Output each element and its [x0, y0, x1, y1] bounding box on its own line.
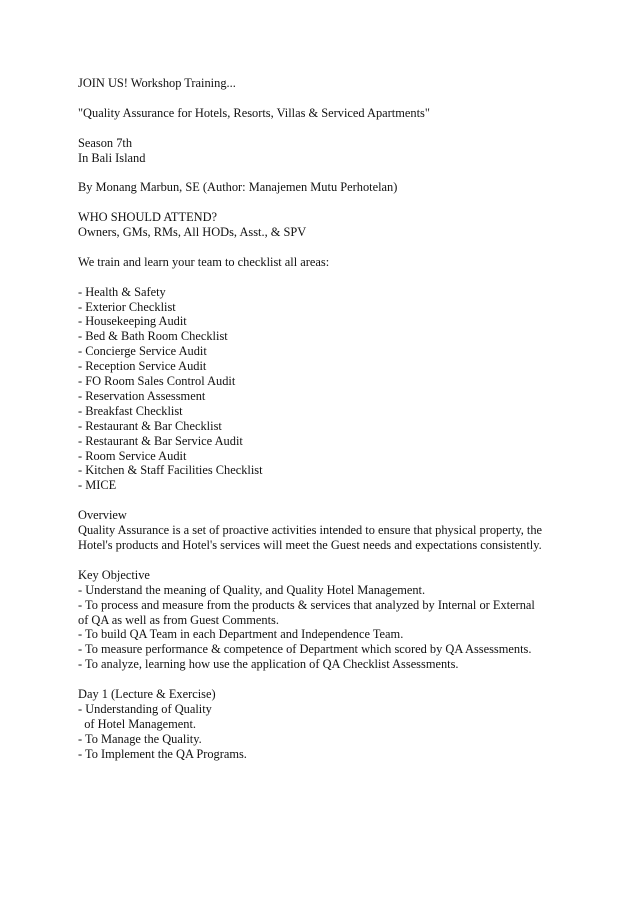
header-line-1-block: [78, 76, 598, 91]
document-page: [78, 76, 598, 776]
event-details: [78, 136, 598, 166]
list-item: - Concierge Service Audit: [78, 344, 207, 359]
audience-heading: WHO SHOULD ATTEND?: [78, 210, 218, 225]
day1-section: [78, 687, 598, 762]
audience-text: Owners, GMs, RMs, All HODs, Asst., & SPV: [78, 225, 307, 239]
list-item: - Reservation Assessment: [78, 388, 206, 403]
workshop-title-block: [78, 106, 598, 121]
day1-item: - To Implement the QA Programs.: [78, 746, 247, 761]
objective-item: - To analyze, learning how use the application of QA Checklist Assessments.: [78, 657, 459, 672]
checklist-intro: We train and learn your team to checklist all areas:: [78, 254, 330, 269]
list-item: - Reception Service Audit: [78, 359, 207, 374]
overview-section: [78, 508, 598, 553]
objective-item: - Understand the meaning of Quality, and Quality Hotel Management.: [78, 582, 426, 597]
checklist-list: [78, 285, 598, 494]
day1-item-continuation: of Hotel Management.: [78, 716, 197, 731]
day1-item: - To Manage the Quality.: [78, 731, 202, 746]
checklist-intro-block: [78, 255, 598, 270]
list-item: - Restaurant & Bar Service Audit: [78, 433, 243, 448]
list-item: - Restaurant & Bar Checklist: [78, 418, 222, 433]
list-item: - Kitchen & Staff Facilities Checklist: [78, 463, 263, 478]
workshop-title: "Quality Assurance for Hotels, Resorts, Villas & Serviced Apartments": [78, 105, 430, 120]
day1-item: - Understanding of Quality: [78, 701, 212, 716]
objectives-section: [78, 568, 598, 672]
season-label: Season 7th: [78, 135, 133, 150]
list-item: - Exterior Checklist: [78, 299, 176, 314]
overview-text-line-1: Quality Assurance is a set of proactive activities intended to ensure that physical property, the: [78, 523, 543, 538]
location-label: In Bali Island: [78, 150, 146, 165]
list-item: - MICE: [78, 478, 117, 493]
workshop-invite: JOIN US! Workshop Training...: [78, 76, 236, 90]
list-item: - Bed & Bath Room Checklist: [78, 329, 228, 344]
objective-item: - To process and measure from the products & services that analyzed by Internal or External: [78, 597, 535, 612]
overview-text-line-2: Hotel's products and Hotel's services will meet the Guest needs and expectations consistently.: [78, 537, 542, 552]
objective-item-continuation: of QA as well as from Guest Comments.: [78, 612, 279, 627]
author-line: By Monang Marbun, SE (Author: Manajemen Mutu Perhotelan): [78, 180, 398, 195]
objectives-heading: Key Objective: [78, 567, 150, 582]
overview-heading: Overview: [78, 508, 127, 523]
list-item: - FO Room Sales Control Audit: [78, 374, 236, 389]
list-item: - Housekeeping Audit: [78, 314, 187, 329]
author-block: [78, 180, 598, 195]
objective-item: - To measure performance & competence of Department which scored by QA Assessments.: [78, 642, 532, 657]
objective-item: - To build QA Team in each Department and Independence Team.: [78, 627, 404, 642]
audience-section: [78, 210, 598, 240]
day1-heading: Day 1 (Lecture & Exercise): [78, 687, 216, 702]
list-item: - Health & Safety: [78, 284, 166, 299]
list-item: - Breakfast Checklist: [78, 403, 183, 418]
list-item: - Room Service Audit: [78, 448, 187, 463]
